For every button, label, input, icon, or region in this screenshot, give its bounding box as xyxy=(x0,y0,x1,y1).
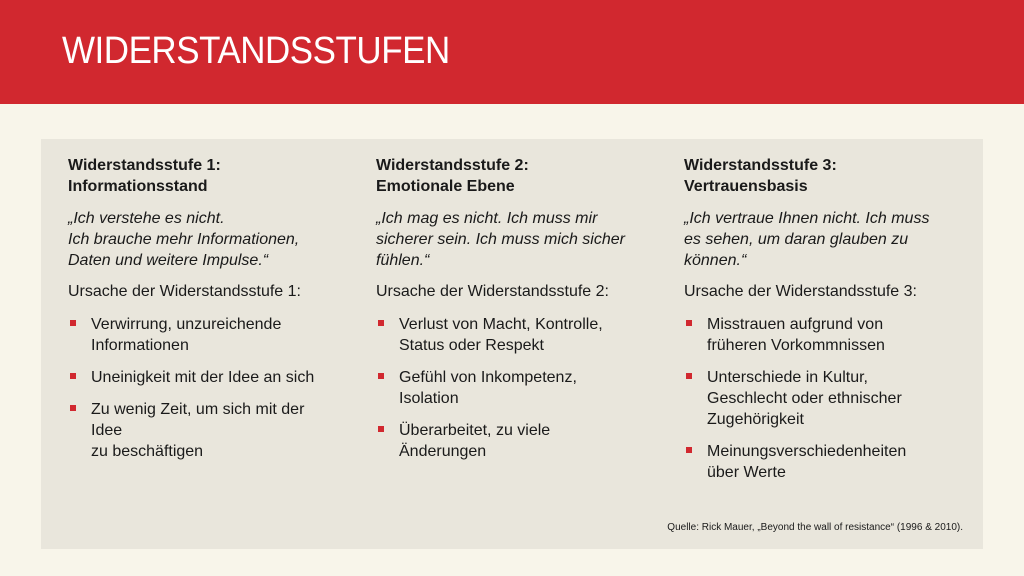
list-item: Verlust von Macht, Kontrolle, Status oder Respekt xyxy=(376,314,661,356)
list-item: Zu wenig Zeit, um sich mit der Idee zu beschäftigen xyxy=(68,399,353,462)
slide-title: WIDERSTANDSSTUFEN xyxy=(62,30,450,72)
column-stage-3 xyxy=(684,155,969,494)
square-bullet-icon xyxy=(686,373,692,379)
column-cause-label: Ursache der Widerstandsstufe 1: xyxy=(68,283,301,300)
bullet-list xyxy=(68,314,353,462)
column-cause-label: Ursache der Widerstandsstufe 2: xyxy=(376,283,609,300)
column-heading: Widerstandsstufe 2: Emotionale Ebene xyxy=(376,157,529,195)
column-heading: Widerstandsstufe 3: Vertrauensbasis xyxy=(684,157,837,195)
square-bullet-icon xyxy=(686,320,692,326)
column-quote: „Ich mag es nicht. Ich muss mir sicherer sein. Ich muss mich sicher fühlen.“ xyxy=(376,210,625,269)
list-item: Verwirrung, unzureichende Informationen xyxy=(68,314,353,356)
list-item: Unterschiede in Kultur, Geschlecht oder ethnischer Zugehörigkeit xyxy=(684,367,969,430)
list-item: Misstrauen aufgrund von früheren Vorkommnissen xyxy=(684,314,969,356)
square-bullet-icon xyxy=(70,405,76,411)
column-quote: „Ich vertraue Ihnen nicht. Ich muss es sehen, um daran glauben zu können.“ xyxy=(684,210,930,269)
bullet-list xyxy=(376,314,661,462)
column-stage-2 xyxy=(376,155,661,473)
square-bullet-icon xyxy=(70,320,76,326)
square-bullet-icon xyxy=(70,373,76,379)
list-item: Gefühl von Inkompetenz, Isolation xyxy=(376,367,661,409)
column-heading: Widerstandsstufe 1: Informationsstand xyxy=(68,157,221,195)
list-item: Meinungsverschiedenheiten über Werte xyxy=(684,441,969,483)
list-item: Überarbeitet, zu viele Änderungen xyxy=(376,420,661,462)
column-cause-label: Ursache der Widerstandsstufe 3: xyxy=(684,283,917,300)
square-bullet-icon xyxy=(378,426,384,432)
source-citation: Quelle: Rick Mauer, „Beyond the wall of resistance“ (1996 & 2010). xyxy=(667,522,963,533)
square-bullet-icon xyxy=(686,447,692,453)
list-item: Uneinigkeit mit der Idee an sich xyxy=(68,367,353,388)
column-quote: „Ich verstehe es nicht. Ich brauche mehr Informationen, Daten und weitere Impulse.“ xyxy=(68,210,300,269)
column-stage-1 xyxy=(68,155,353,473)
header-bar xyxy=(0,0,1024,104)
bullet-list xyxy=(684,314,969,483)
square-bullet-icon xyxy=(378,373,384,379)
square-bullet-icon xyxy=(378,320,384,326)
